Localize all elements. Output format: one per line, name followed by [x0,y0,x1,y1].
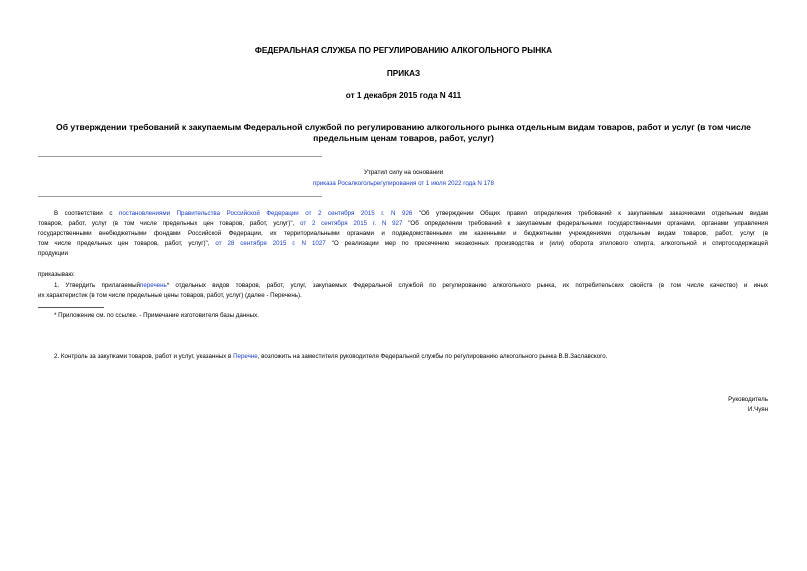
agency-heading: ФЕДЕРАЛЬНАЯ СЛУЖБА ПО РЕГУЛИРОВАНИЮ АЛКОГОЛЬНОГО РЫНКА [254,46,553,55]
item1-text: * отдельных видов товаров, работ, услуг, закупаемых Федеральной службой по регулированию алкогольного рынка, их потребительских свойств (в том числе качество) и иных [166,282,769,289]
item2-text: , возложить на заместителя руководителя Федеральной службы по регулированию алкогольного рынка В.В.Заславского. [257,353,608,360]
preamble-text: В соответствии с [54,210,119,217]
document-title-line2: предельным ценам товаров, работ, услуг) [313,133,494,143]
signature-name: И.Чуян [747,406,768,413]
status-note-line: Утратил силу на основании [363,169,444,176]
item1-text: 1. Утвердить прилагаемый [54,282,140,289]
preamble-text: товаров, работ, услуг (в том числе предельных цен товаров, работ, услуг)", [38,220,301,227]
resolution-1027-link[interactable]: от 28 сентября 2015 г. N 1027 [215,240,326,247]
preamble-text: "Об определении требований к закупаемым федеральными государственными органами, органами управления [402,220,768,227]
repeal-order-link[interactable]: приказа Росалкогольрегулирования от 1 июля 2022 года N 178 [313,180,494,187]
item1-line1 [38,281,768,291]
divider-bottom [38,196,322,197]
divider-top [38,156,322,157]
resolution-927-link[interactable]: от 2 сентября 2015 г. N 927 [300,220,403,227]
preamble-line4 [38,239,768,249]
item2-text: 2. Контроль за закупками товаров, работ и услуг, указанных в [54,353,234,360]
preamble-text: том числе предельных цен товаров, работ, услуг)", [38,240,216,247]
preamble-line5: продукции [38,250,68,257]
preamble-line2 [38,219,768,229]
preamble-line1 [38,209,768,219]
signature-position: Руководитель [728,396,768,403]
footnote-divider [38,307,104,308]
item2 [54,352,607,362]
list-link[interactable]: перечень [139,282,167,289]
date-number-heading: от 1 декабря 2015 года N 411 [345,91,462,100]
preamble-line3: государственными внебюджетными фондами Российской Федерации, их территориальными органами и подведомственными им казенными и бюджетными учреждениями отдельным видам товаров, работ, услуг (в [38,230,768,237]
footnote: * Приложение см. по ссылке. - Примечание изготовителя базы данных. [54,312,259,319]
document-title-line1: Об утверждении требований к закупаемым Федеральной службой по регулированию алкогольного рынка отдельным видам товаров, работ и услуг (в том числе [56,122,751,132]
preamble-text: "Об утверждении Общих правил определения требований к закупаемым заказчиками отдельным видам [412,210,769,217]
preamble-text: "О реализации мер по пресечению незаконных производства и (или) оборота этилового спирта, алкогольной и спиртосодержащей [325,240,768,247]
order-keyword: приказываю: [38,271,75,278]
resolution-926-link[interactable]: постановлениями Правительства Российской Федерации от 2 сентября 2015 г. N 926 [118,210,413,217]
list-reference-link[interactable]: Перечне [233,353,258,360]
doc-type-heading: ПРИКАЗ [386,69,421,78]
item1-line2: их характеристик (в том числе предельные цены товаров, работ, услуг) (далее - Перечень). [38,292,302,299]
